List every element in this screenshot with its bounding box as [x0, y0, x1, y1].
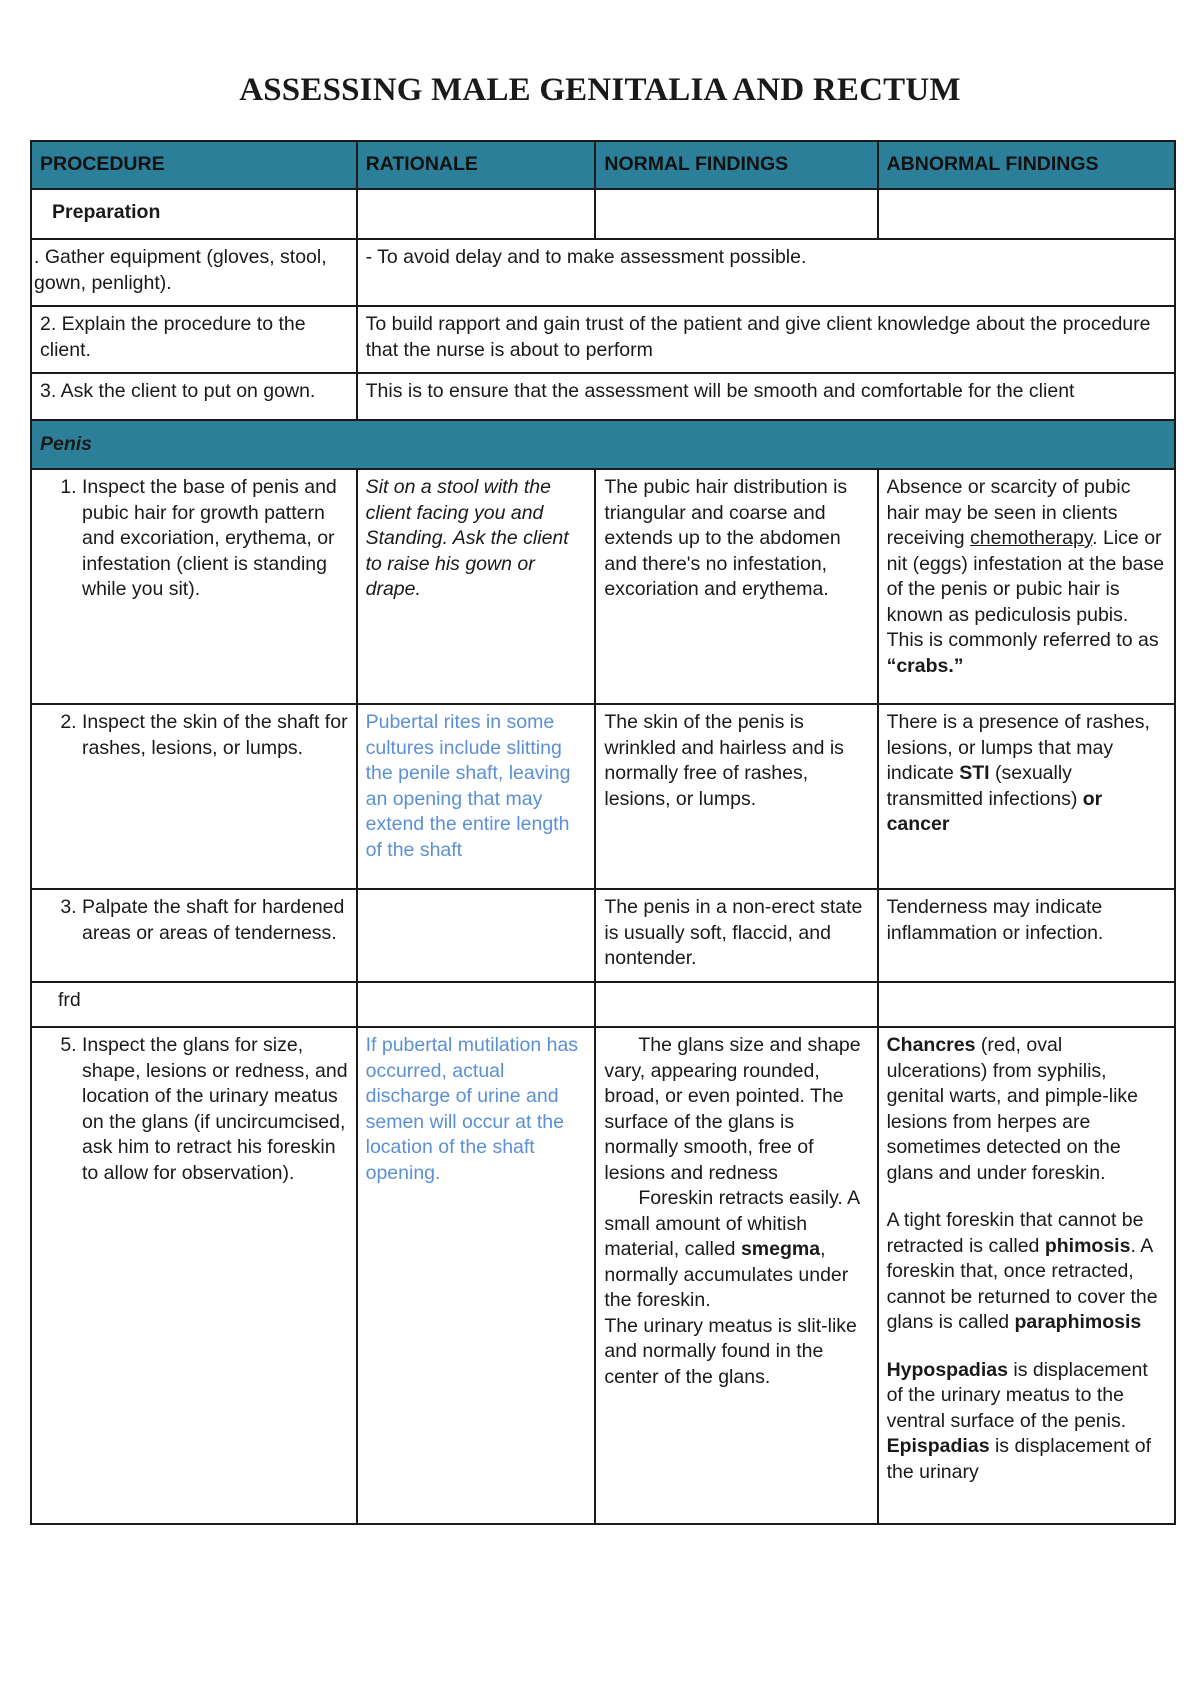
procedure-cell [31, 704, 357, 889]
text: Foreskin retracts easily. A small amount of whitish material, called [604, 1187, 860, 1260]
normal-findings-cell: The penis in a non-erect state is usually soft, flaccid, and nontender. [595, 889, 877, 982]
page-title: ASSESSING MALE GENITALIA AND RECTUM [239, 72, 961, 108]
procedure-step: 1. Inspect the base of penis and pubic hair for growth pattern and excoriation, erythema, or infestation (client is standing while you sit). [82, 475, 348, 603]
paragraph: The glans size and shape vary, appearing rounded, broad, or even pointed. The surface of the glans is normally smooth, free of lesions and redness [604, 1034, 861, 1184]
rationale-cell: If pubertal mutilation has occurred, actual discharge of urine and semen will occur at the location of the shaft opening. [357, 1027, 596, 1524]
procedure-cell: . Gather equipment (gloves, stool, gown, penlight). [31, 239, 357, 306]
rationale-cell: To build rapport and gain trust of the patient and give client knowledge about the procedure that the nurse is about to perform [357, 306, 1175, 373]
header-abnormal-findings: ABNORMAL FINDINGS [878, 141, 1175, 189]
table-row [31, 306, 1175, 373]
empty-cell [878, 982, 1175, 1027]
table-row [31, 469, 1175, 704]
text: is displacement of the urinary [886, 1435, 1152, 1483]
rationale-cell: - To avoid delay and to make assessment possible. [357, 239, 1175, 306]
empty-cell [878, 189, 1175, 239]
procedure-step: 3. Palpate the shaft for hardened areas or areas of tenderness. [82, 895, 348, 946]
paragraph: The urinary meatus is slit-like and normally found in the center of the glans. [604, 1314, 857, 1388]
bold-term: STI [959, 762, 990, 784]
empty-cell [357, 982, 596, 1027]
text: (red, oval ulcerations) from syphilis, genital warts, and pimple-like lesions from herpes are sometimes detected on the glans and under foreskin. [886, 1034, 1139, 1184]
procedure-step: 2. Inspect the skin of the shaft for rashes, lesions, or lumps. [82, 710, 348, 761]
table-row [31, 239, 1175, 306]
paragraph [887, 1358, 1166, 1435]
paragraph [887, 1033, 1166, 1186]
normal-findings-cell [595, 1027, 877, 1524]
bold-term: phimosis [1044, 1234, 1131, 1257]
preparation-label: Preparation [31, 189, 357, 239]
section-row-penis [31, 420, 1175, 469]
empty-cell [595, 189, 877, 239]
bold-term: paraphimosis [1014, 1311, 1142, 1333]
bold-term: Epispadias [886, 1435, 990, 1457]
normal-findings-cell: The skin of the penis is wrinkled and hairless and is normally free of rashes, lesions, or lumps. [595, 704, 877, 889]
empty-cell [357, 889, 596, 982]
preparation-row [31, 189, 1175, 239]
procedure-cell: frd [31, 982, 357, 1027]
header-rationale: RATIONALE [357, 141, 596, 189]
procedure-cell [31, 1027, 357, 1524]
paragraph [887, 1208, 1166, 1336]
table-row [31, 704, 1175, 889]
text: (sexually transmitted infections) [886, 762, 1083, 810]
rationale-cell: This is to ensure that the assessment will be smooth and comfortable for the client [357, 373, 1175, 420]
section-label: Penis [31, 420, 1175, 469]
text: . Lice or nit (eggs) infestation at the base of the penis or pubic hair is known as pediculosis pubis. This is commonly referred to as [886, 527, 1165, 651]
procedure-cell: 2. Explain the procedure to the client. [31, 306, 357, 373]
table-row [31, 982, 1175, 1027]
abnormal-findings-cell [878, 704, 1175, 889]
table-row [31, 889, 1175, 982]
bold-term: Hypospadias [886, 1358, 1008, 1381]
text: A tight foreskin that cannot be retracted is called [886, 1209, 1144, 1257]
bold-term: smegma [740, 1238, 821, 1260]
text: There is a presence of rashes, lesions, or lumps that may indicate [886, 711, 1150, 784]
text: is displacement of the urinary meatus to the ventral surface of the penis. [886, 1358, 1148, 1432]
abnormal-findings-cell [878, 469, 1175, 704]
assessment-table [30, 140, 1176, 1525]
procedure-step: 5. Inspect the glans for size, shape, lesions or redness, and location of the urinary meatus on the glans (if uncircumcised, ask him to retract his foreskin to allow for observation). [82, 1033, 348, 1186]
procedure-cell [31, 469, 357, 704]
table-row [31, 1027, 1175, 1524]
normal-findings-cell: The pubic hair distribution is triangular and coarse and extends up to the abdomen and there's no infestation, excoriation and erythema. [595, 469, 877, 704]
chemotherapy-link[interactable]: chemotherapy [970, 527, 1093, 549]
bold-term: “crabs.” [886, 654, 964, 677]
procedure-cell [31, 889, 357, 982]
empty-cell [357, 189, 596, 239]
paragraph [604, 1186, 868, 1314]
header-procedure: PROCEDURE [31, 141, 357, 189]
bold-term: or cancer [886, 787, 1103, 835]
abnormal-findings-cell [878, 1027, 1175, 1524]
table-header-row [31, 141, 1175, 189]
rationale-cell: Sit on a stool with the client facing you and Standing. Ask the client to raise his gown or drape. [357, 469, 596, 704]
empty-cell [595, 982, 877, 1027]
rationale-cell: Pubertal rites in some cultures include slitting the penile shaft, leaving an opening that may extend the entire length of the shaft [357, 704, 596, 889]
text: . A foreskin that, once retracted, cannot be returned to cover the glans is called [886, 1234, 1158, 1333]
header-normal-findings: NORMAL FINDINGS [595, 141, 877, 189]
bold-term: Chancres [886, 1034, 976, 1056]
abnormal-findings-cell: Tenderness may indicate inflammation or infection. [878, 889, 1175, 982]
text: , normally accumulates under the foreskin. [604, 1238, 849, 1311]
paragraph [887, 1434, 1166, 1485]
text: Absence or scarcity of pubic hair may be seen in clients receiving [886, 476, 1131, 549]
procedure-cell: 3. Ask the client to put on gown. [31, 373, 357, 420]
table-row [31, 373, 1175, 420]
